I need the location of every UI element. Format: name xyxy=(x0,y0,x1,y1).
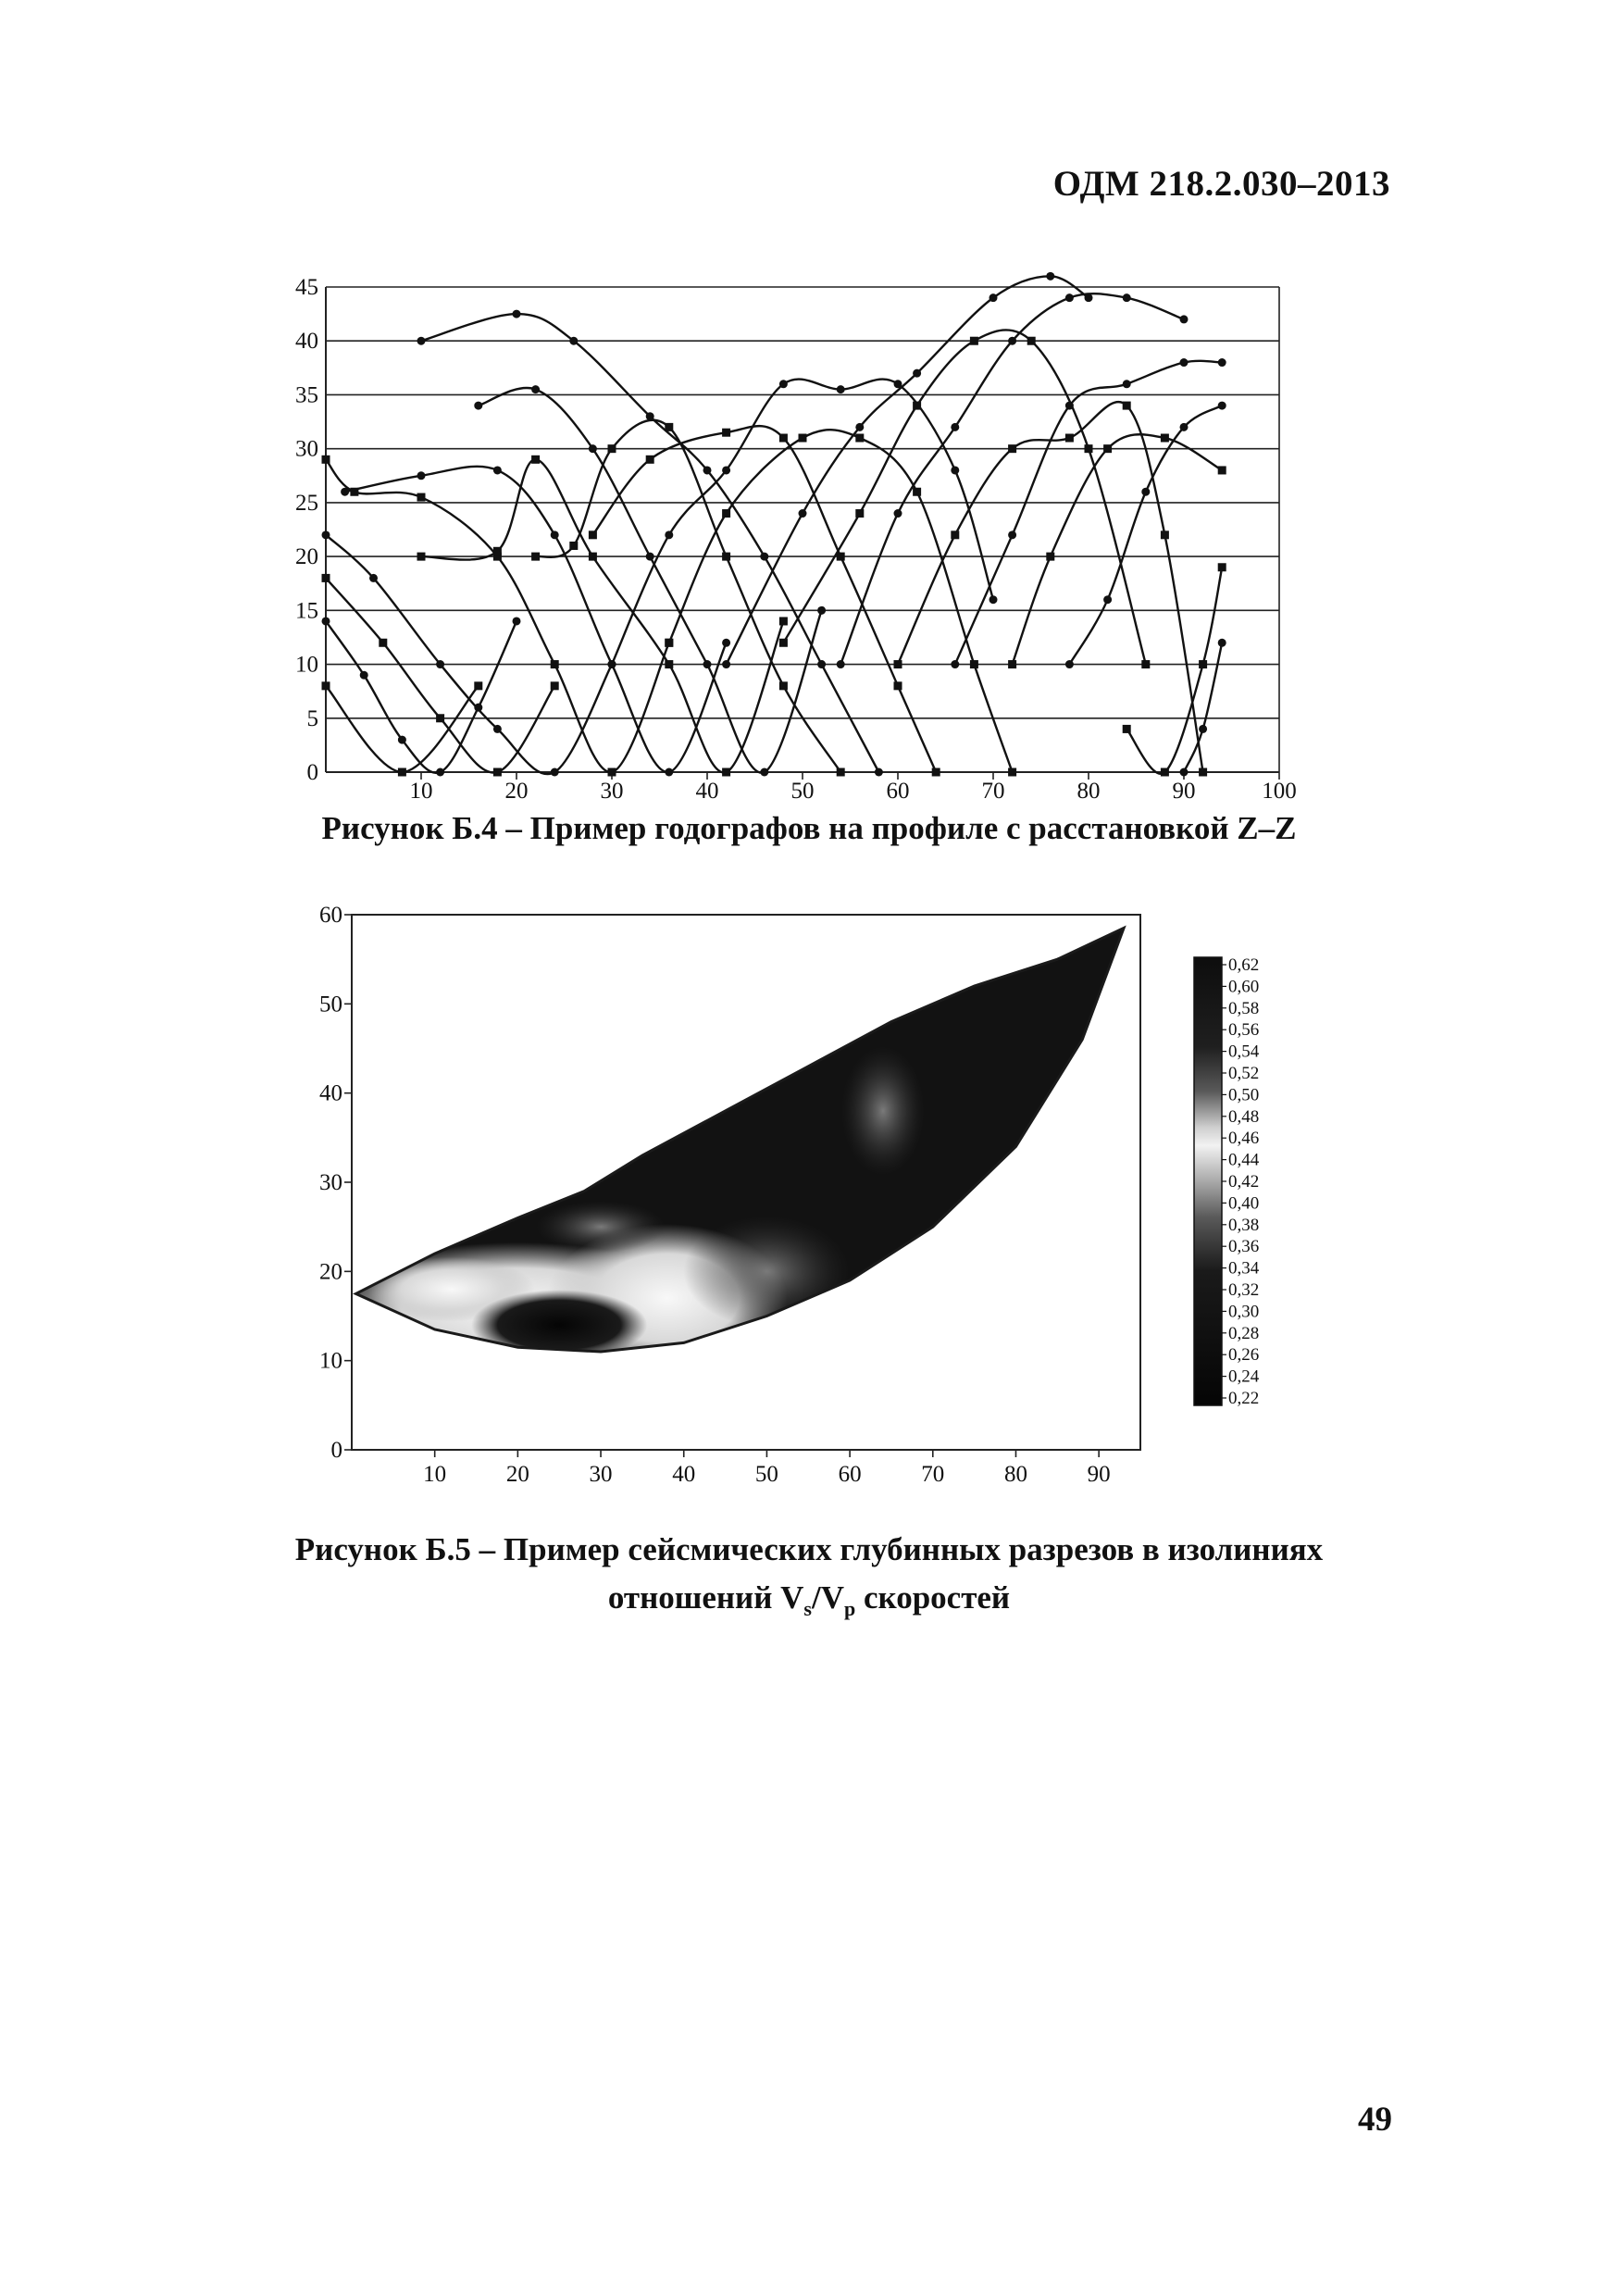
b4-data-point xyxy=(779,380,788,388)
b4-data-point xyxy=(531,553,540,561)
b4-data-point xyxy=(531,385,540,393)
b5-colorbar-label: 0,48 xyxy=(1228,1106,1260,1127)
b4-y-tick-label: 10 xyxy=(295,652,318,678)
b4-data-point xyxy=(837,385,845,393)
b4-series-line xyxy=(421,459,783,772)
b4-data-point xyxy=(417,493,426,502)
b4-data-point xyxy=(913,488,921,496)
b4-data-point xyxy=(569,337,578,345)
b4-data-point xyxy=(436,714,444,722)
b4-data-point xyxy=(322,574,330,582)
b4-series-line xyxy=(612,380,993,665)
b4-data-point xyxy=(875,768,883,777)
b4-data-point xyxy=(322,617,330,625)
b4-series xyxy=(322,272,1226,777)
b4-data-point xyxy=(837,660,845,668)
b4-data-point xyxy=(551,681,559,690)
b5-y-tick-label: 40 xyxy=(319,1080,342,1106)
b4-data-point xyxy=(1199,725,1207,733)
caption-text-pre: отношений V xyxy=(607,1579,804,1616)
b4-data-point xyxy=(322,455,330,464)
b4-series-line xyxy=(1069,406,1222,664)
b4-x-tick-label: 90 xyxy=(1172,779,1196,804)
b4-data-point xyxy=(913,369,921,378)
b4-y-tick-label: 0 xyxy=(306,760,318,785)
b5-colorbar-label: 0,44 xyxy=(1228,1150,1260,1170)
b4-data-point xyxy=(1046,272,1054,281)
figure-b5-caption-line2 xyxy=(0,1574,1618,1633)
b4-data-point xyxy=(1180,423,1189,431)
b5-x-tick-label: 20 xyxy=(505,1462,529,1487)
b5-colorbar-label: 0,58 xyxy=(1228,998,1260,1018)
b5-y-tick-label: 30 xyxy=(319,1170,342,1195)
b5-y-tick-label: 10 xyxy=(319,1348,342,1374)
b4-data-point xyxy=(779,617,788,625)
b4-x-tick-label: 70 xyxy=(981,779,1005,804)
b5-colorbar-bar xyxy=(1194,957,1222,1405)
b4-data-point xyxy=(1065,660,1074,668)
b4-data-point xyxy=(1218,402,1226,410)
figure-b5-chart xyxy=(319,903,1260,1487)
b4-data-point xyxy=(589,553,597,561)
b4-data-point xyxy=(1161,434,1169,443)
b4-x-tick-label: 10 xyxy=(409,779,433,804)
b4-data-point xyxy=(341,488,349,496)
b4-y-tick-label: 45 xyxy=(295,275,318,300)
b5-colorbar-label: 0,42 xyxy=(1228,1172,1260,1192)
b4-data-point xyxy=(417,553,426,561)
b4-data-point xyxy=(837,553,845,561)
b4-data-point xyxy=(369,574,378,582)
b5-colorbar-label: 0,34 xyxy=(1228,1258,1260,1279)
b4-data-point xyxy=(1123,725,1131,733)
b4-data-point xyxy=(360,671,368,680)
b5-colorbar-label: 0,22 xyxy=(1228,1389,1260,1408)
b5-colorbar-label: 0,52 xyxy=(1228,1064,1260,1083)
b4-data-point xyxy=(817,606,826,615)
b4-y-tick-label: 25 xyxy=(295,490,318,516)
b4-data-point xyxy=(1180,358,1189,367)
b4-data-point xyxy=(1027,337,1036,345)
b4-data-point xyxy=(913,402,921,410)
b5-colorbar-label: 0,46 xyxy=(1228,1129,1260,1149)
figure-b4-chart xyxy=(295,272,1297,804)
b4-data-point xyxy=(1065,434,1074,443)
b5-colorbar-label: 0,30 xyxy=(1228,1302,1260,1322)
b4-series-s1 xyxy=(322,681,483,776)
b4-y-tick-label: 40 xyxy=(295,329,318,355)
b4-data-point xyxy=(1199,660,1207,668)
b4-data-point xyxy=(855,509,864,518)
b5-colorbar-label: 0,26 xyxy=(1228,1345,1260,1366)
b4-data-point xyxy=(493,466,502,474)
b4-data-point xyxy=(665,768,673,777)
b5-colorbar-label: 0,38 xyxy=(1228,1215,1260,1235)
b4-data-point xyxy=(322,530,330,539)
b4-data-point xyxy=(1065,293,1074,302)
b4-data-point xyxy=(703,466,712,474)
b4-data-point xyxy=(1008,444,1016,453)
b4-data-point xyxy=(760,553,768,561)
b5-colorbar-label: 0,40 xyxy=(1228,1193,1260,1214)
b4-data-point xyxy=(436,768,444,777)
b4-data-point xyxy=(951,530,959,539)
caption-sub-s: s xyxy=(803,1597,812,1620)
b4-series-s6 xyxy=(341,466,730,776)
b4-data-point xyxy=(551,660,559,668)
b4-series-line xyxy=(592,426,936,772)
b4-data-point xyxy=(722,639,730,647)
b5-colorbar-label: 0,32 xyxy=(1228,1280,1260,1300)
b4-data-point xyxy=(779,434,788,443)
b4-data-point xyxy=(493,547,502,555)
b4-data-point xyxy=(569,542,578,550)
b4-data-point xyxy=(1180,768,1189,777)
b5-x-tick-label: 90 xyxy=(1087,1462,1111,1487)
b4-data-point xyxy=(989,595,998,604)
b4-data-point xyxy=(1103,595,1112,604)
b4-data-point xyxy=(1008,768,1016,777)
b4-series-s3 xyxy=(322,574,559,777)
b4-data-point xyxy=(894,681,902,690)
b4-data-point xyxy=(1161,530,1169,539)
b5-colorbar-label: 0,60 xyxy=(1228,977,1260,997)
b4-series-line xyxy=(898,402,1203,772)
b4-data-point xyxy=(493,768,502,777)
b4-data-point xyxy=(951,660,959,668)
b5-x-tick-label: 60 xyxy=(838,1462,862,1487)
b4-y-tick-label: 20 xyxy=(295,544,318,570)
b4-data-point xyxy=(608,444,616,453)
b4-data-point xyxy=(646,455,654,464)
b5-colorbar xyxy=(1194,955,1260,1408)
b4-data-point xyxy=(722,429,730,437)
b4-series-s21 xyxy=(1123,563,1226,776)
caption-sub-p: p xyxy=(843,1597,856,1620)
b4-x-tick-label: 40 xyxy=(695,779,719,804)
b4-data-point xyxy=(1218,466,1226,474)
b4-data-point xyxy=(1123,293,1131,302)
b4-data-point xyxy=(722,509,730,518)
b4-series-s12 xyxy=(608,380,998,668)
b4-data-point xyxy=(513,310,521,318)
b4-series-line xyxy=(479,388,822,773)
b5-y-tick-label: 60 xyxy=(319,903,342,928)
b5-y-tick-label: 50 xyxy=(319,992,342,1017)
b4-data-point xyxy=(1180,315,1189,323)
b4-data-point xyxy=(665,530,673,539)
b4-data-point xyxy=(779,681,788,690)
b4-series-s20 xyxy=(1065,402,1226,668)
b5-colorbar-label: 0,28 xyxy=(1228,1323,1260,1343)
b4-data-point xyxy=(417,337,426,345)
b4-y-tick-label: 30 xyxy=(295,436,318,462)
b4-data-point xyxy=(608,768,616,777)
b4-series-line xyxy=(326,686,479,772)
b4-data-point xyxy=(1046,553,1054,561)
b4-data-point xyxy=(1123,380,1131,388)
b5-x-tick-label: 70 xyxy=(921,1462,945,1487)
figure-b4-caption: Рисунок Б.4 – Пример годографов на профиле с расстановкой Z–Z xyxy=(321,810,1297,846)
b5-colorbar-label: 0,24 xyxy=(1228,1366,1260,1387)
b5-y-tick-label: 20 xyxy=(319,1259,342,1285)
b4-series-s18 xyxy=(951,358,1226,668)
b4-data-point xyxy=(474,402,482,410)
b4-data-point xyxy=(989,293,998,302)
b4-series-line xyxy=(1126,568,1222,774)
b4-series-s17 xyxy=(894,402,1208,777)
b4-data-point xyxy=(322,681,330,690)
b4-axes xyxy=(326,287,1279,780)
b4-data-point xyxy=(646,412,654,420)
figure-b5-caption xyxy=(0,1526,1618,1633)
b4-data-point xyxy=(722,660,730,668)
b4-data-point xyxy=(1103,444,1112,453)
b4-data-point xyxy=(1141,660,1150,668)
b4-data-point xyxy=(1008,660,1016,668)
b4-x-tick-label: 80 xyxy=(1077,779,1101,804)
b4-data-point xyxy=(589,444,597,453)
caption-text-slash: /V xyxy=(811,1579,844,1616)
b4-x-tick-label: 50 xyxy=(790,779,815,804)
b4-data-point xyxy=(722,466,730,474)
b4-data-point xyxy=(894,660,902,668)
page-number: 49 xyxy=(1358,2101,1392,2139)
b4-y-tick-label: 35 xyxy=(295,382,318,408)
b5-colorbar-label: 0,54 xyxy=(1228,1042,1260,1062)
b4-data-point xyxy=(551,530,559,539)
b4-data-point xyxy=(817,660,826,668)
b4-x-tick-label: 60 xyxy=(886,779,910,804)
b4-data-point xyxy=(760,768,768,777)
b4-data-point xyxy=(1085,444,1093,453)
b5-colorbar-label: 0,50 xyxy=(1228,1085,1260,1105)
b5-y-tick-label: 0 xyxy=(330,1438,342,1463)
b4-data-point xyxy=(722,553,730,561)
b4-y-tick-label: 15 xyxy=(295,598,318,624)
b4-data-point xyxy=(951,466,959,474)
b4-data-point xyxy=(970,660,978,668)
b4-data-point xyxy=(970,337,978,345)
b4-data-point xyxy=(951,423,959,431)
b5-heatmap xyxy=(323,915,1140,1450)
b4-data-point xyxy=(894,509,902,518)
b5-x-tick-label: 80 xyxy=(1003,1462,1027,1487)
b4-data-point xyxy=(513,617,521,625)
b4-data-point xyxy=(722,768,730,777)
b4-series-line xyxy=(326,621,517,773)
caption-text-post: скоростей xyxy=(855,1579,1011,1616)
b5-colorbar-label: 0,36 xyxy=(1228,1237,1260,1257)
b4-data-point xyxy=(799,509,807,518)
b4-series-line xyxy=(727,276,1089,664)
b4-data-point xyxy=(665,639,673,647)
b4-series-line xyxy=(326,535,612,774)
b4-x-tick-label: 30 xyxy=(600,779,624,804)
b4-data-point xyxy=(1199,768,1207,777)
b5-colorbar-label: 0,62 xyxy=(1228,955,1260,975)
b4-series-line xyxy=(669,430,1013,772)
b5-x-tick-label: 30 xyxy=(589,1462,613,1487)
b4-x-tick-label: 20 xyxy=(504,779,529,804)
b4-data-point xyxy=(855,434,864,443)
figure-b5-caption-line1: Рисунок Б.5 – Пример сейсмических глубинных разрезов в изолиниях xyxy=(294,1531,1324,1567)
b4-data-point xyxy=(779,639,788,647)
b4-data-point xyxy=(665,660,673,668)
b4-data-point xyxy=(551,768,559,777)
b4-data-point xyxy=(932,768,940,777)
b4-data-point xyxy=(1008,337,1016,345)
b4-series-line xyxy=(345,467,727,772)
b4-y-tick-label: 5 xyxy=(306,705,318,731)
b4-series-line xyxy=(955,361,1222,665)
b4-data-point xyxy=(474,681,482,690)
b4-data-point xyxy=(398,768,406,777)
b4-data-point xyxy=(436,660,444,668)
b4-data-point xyxy=(1141,488,1150,496)
b4-data-point xyxy=(1161,768,1169,777)
b5-x-tick-label: 40 xyxy=(672,1462,696,1487)
b4-data-point xyxy=(1123,402,1131,410)
b4-data-point xyxy=(855,423,864,431)
b4-series-line xyxy=(421,314,878,772)
b4-data-point xyxy=(1065,402,1074,410)
b4-data-point xyxy=(1218,563,1226,571)
b4-series-s16 xyxy=(837,293,1189,668)
b5-x-tick-label: 10 xyxy=(423,1462,447,1487)
b4-data-point xyxy=(531,455,540,464)
document-code: ОДМ 218.2.030–2013 xyxy=(1052,164,1390,204)
b4-data-point xyxy=(608,660,616,668)
b4-data-point xyxy=(837,768,845,777)
b5-colorbar-label: 0,56 xyxy=(1228,1020,1260,1041)
b4-x-tick-label: 100 xyxy=(1262,779,1297,804)
b4-data-point xyxy=(589,530,597,539)
b4-data-point xyxy=(417,471,426,480)
b4-data-point xyxy=(1218,358,1226,367)
b4-data-point xyxy=(1218,639,1226,647)
b4-data-point xyxy=(1008,530,1016,539)
b5-x-tick-label: 50 xyxy=(754,1462,778,1487)
b4-data-point xyxy=(379,639,387,647)
b4-data-point xyxy=(646,553,654,561)
b4-data-point xyxy=(398,736,406,744)
b4-data-point xyxy=(703,660,712,668)
b4-data-point xyxy=(493,725,502,733)
b4-data-point xyxy=(799,434,807,443)
